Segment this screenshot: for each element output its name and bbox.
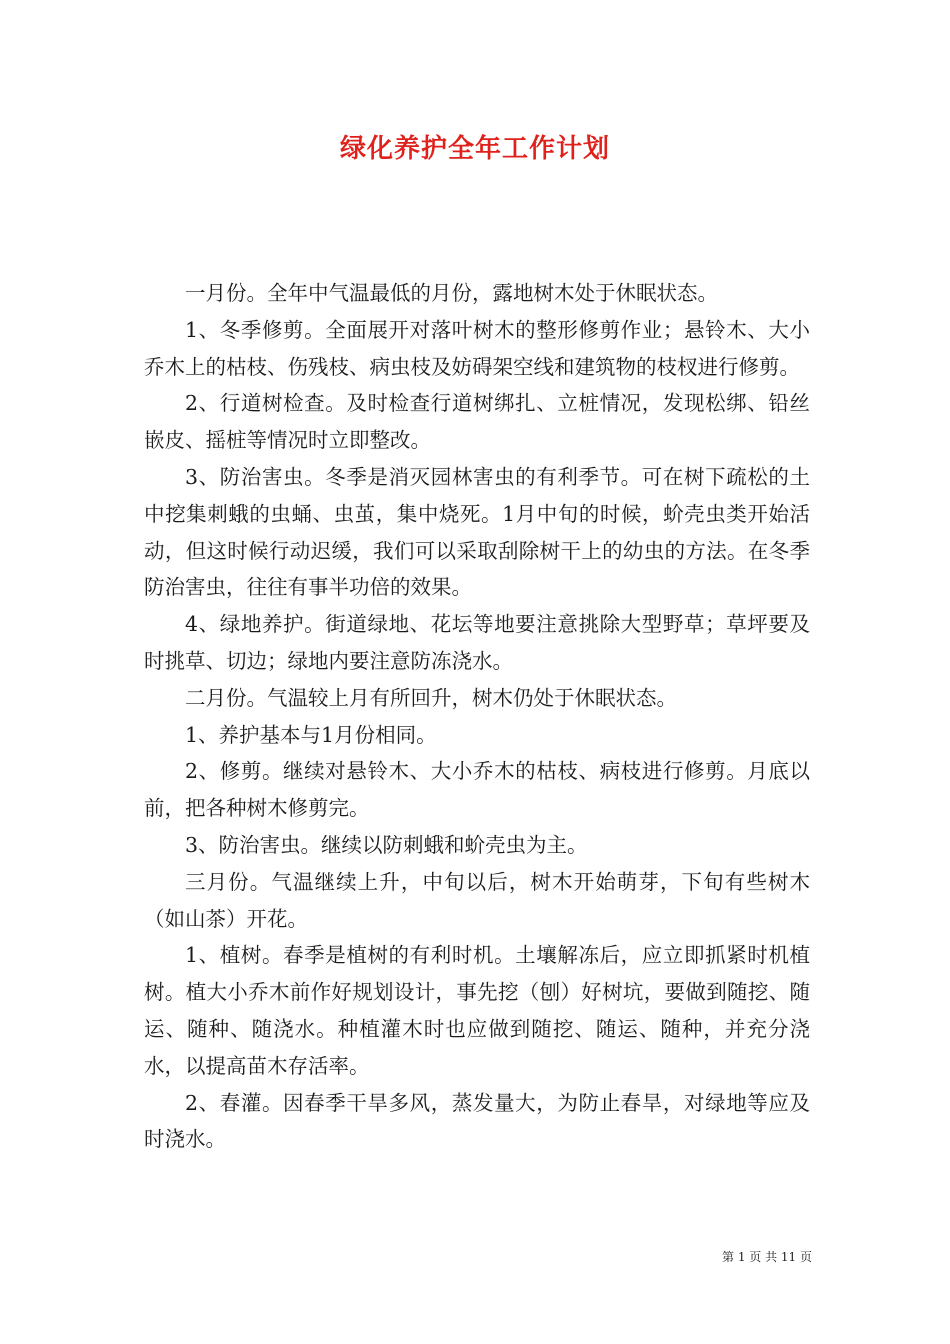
paragraph: 二月份。气温较上月有所回升，树木仍处于休眠状态。 — [185, 685, 677, 710]
paragraph: 3、防治害虫。继续以防刺蛾和蚧壳虫为主。 — [185, 832, 588, 857]
paragraph: 1、植树。春季是植树的有利时机。土壤解冻后，应立即抓紧时机植树。植大小乔木前作好规划设计，事先挖（刨）好树坑，要做到随挖、随运、随种、随浇水。种植灌木时也应做到随挖、随运、随种，并充分浇水，以提高苗木存活率。 — [144, 943, 810, 1078]
paragraph: 4、绿地养护。街道绿地、花坛等地要注意挑除大型野草；草坪要及时挑草、切边；绿地内要注意防冻浇水。 — [144, 612, 810, 673]
paragraph: 1、养护基本与1月份相同。 — [185, 722, 437, 747]
paragraph: 2、修剪。继续对悬铃木、大小乔木的枯枝、病枝进行修剪。月底以前，把各种树木修剪完。 — [144, 759, 810, 821]
paragraph: 1、冬季修剪。全面展开对落叶树木的整形修剪作业；悬铃木、大小乔木上的枯枝、伤残枝、病虫枝及妨碍架空线和建筑物的枝杈进行修剪。 — [144, 317, 810, 379]
page-title: 绿化养护全年工作计划 — [339, 134, 610, 164]
paragraph: 2、行道树检查。及时检查行道树绑扎、立桩情况，发现松绑、铅丝嵌皮、摇桩等情况时立即整改。 — [144, 391, 810, 453]
page-number: 第 1 页 共 11 页 — [722, 1250, 812, 1264]
paragraph: 3、防治害虫。冬季是消灭园林害虫的有利季节。可在树下疏松的土中挖集刺蛾的虫蛹、虫茧，集中烧死。1月中旬的时候，蚧壳虫类开始活动，但这时候行动迟缓，我们可以采取刮除树干上的幼虫的方法。在冬季防治害虫，往往有事半功倍的效果。 — [144, 464, 810, 600]
paragraph: 2、春灌。因春季干旱多风，蒸发量大，为防止春旱，对绿地等应及时浇水。 — [144, 1090, 810, 1152]
paragraph: 一月份。全年中气温最低的月份，露地树木处于休眠状态。 — [185, 281, 718, 305]
document-body — [144, 275, 810, 1158]
paragraph: 三月份。气温继续上升，中旬以后，树木开始萌芽，下旬有些树木（如山茶）开花。 — [144, 869, 810, 931]
